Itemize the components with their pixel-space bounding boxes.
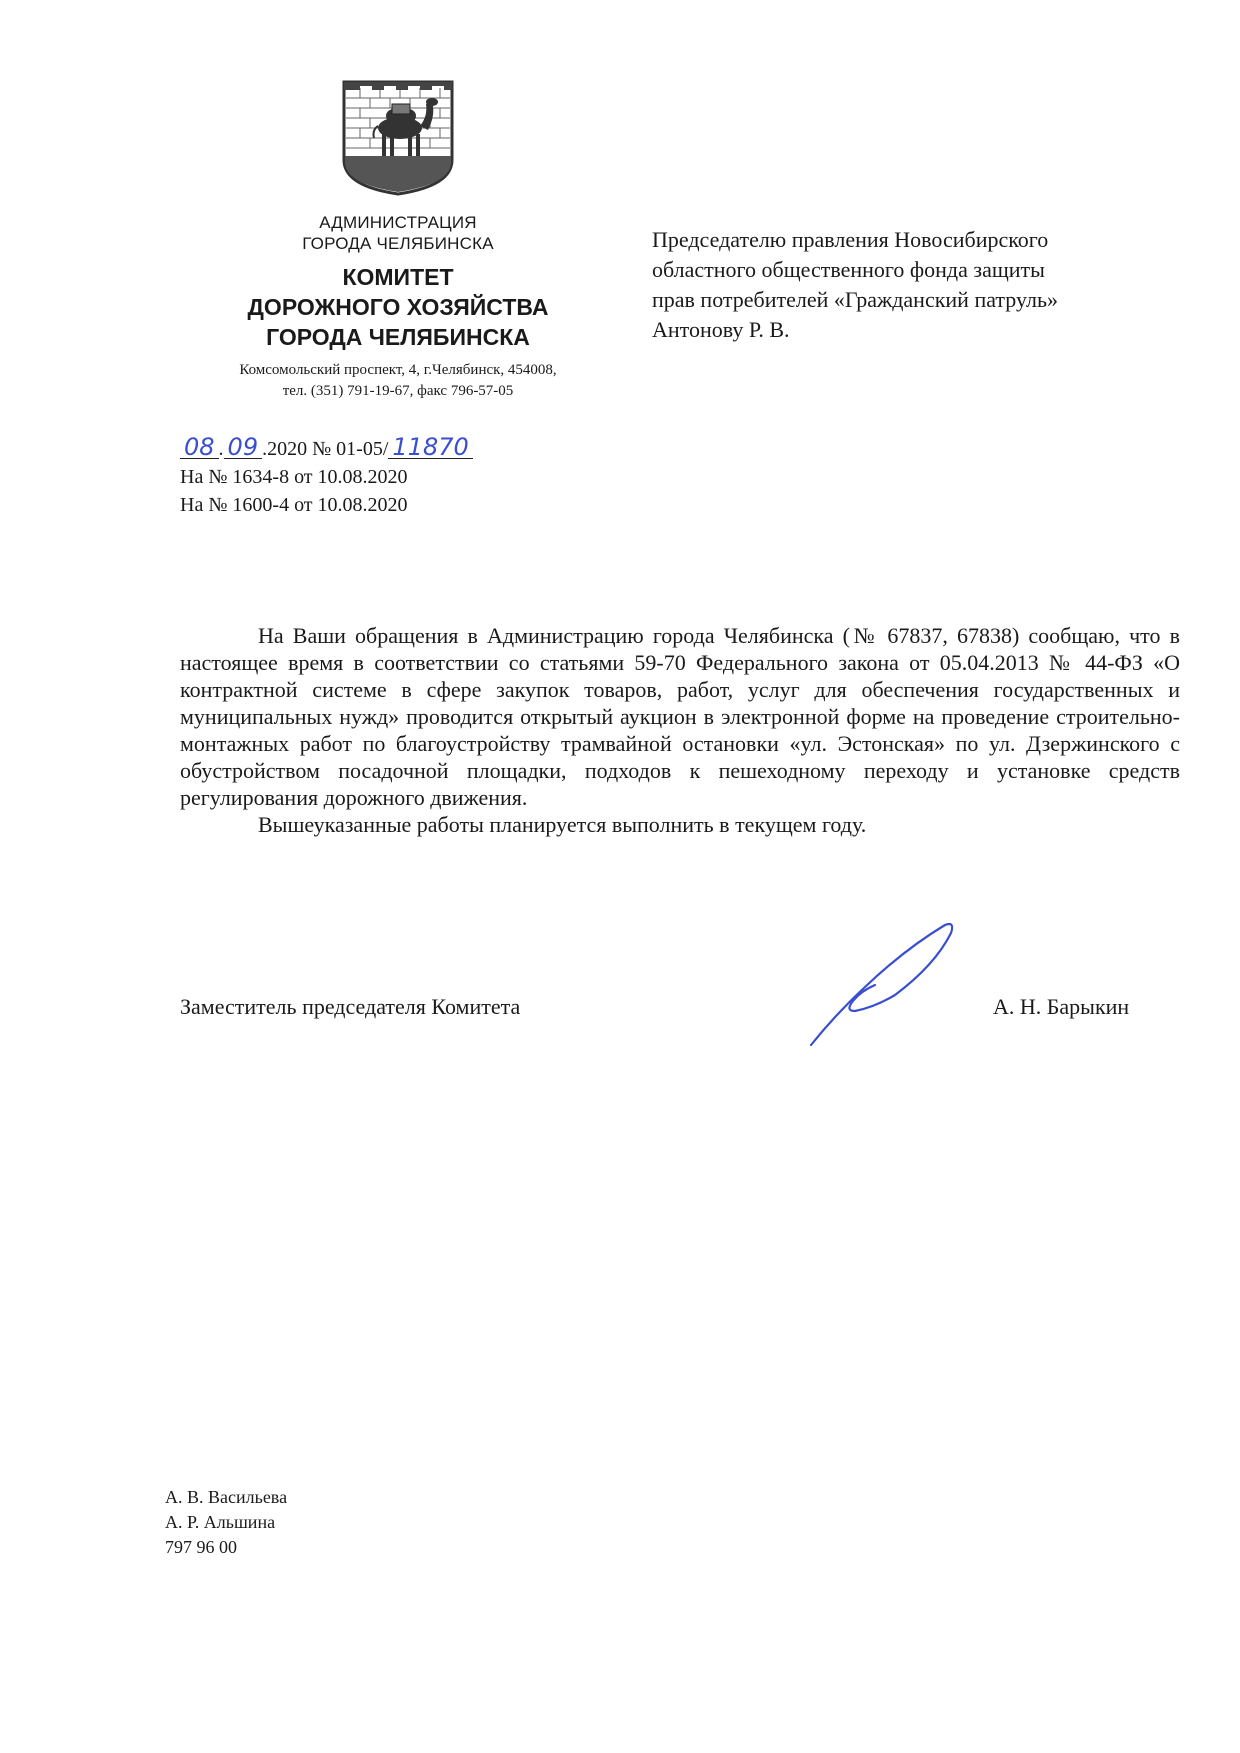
addressee-line-3: прав потребителей «Гражданский патруль» bbox=[652, 287, 1059, 312]
committee-name bbox=[170, 262, 626, 352]
city-coat-of-arms-icon bbox=[340, 78, 456, 196]
contact-phone: 797 96 00 bbox=[165, 1537, 237, 1557]
admin-line-1: АДМИНИСТРАЦИЯ bbox=[319, 213, 477, 232]
address-line-2: тел. (351) 791-19-67, факс 796-57-05 bbox=[282, 383, 514, 399]
committee-line-2: ДОРОЖНОГО ХОЗЯЙСТВА bbox=[247, 294, 549, 320]
address-line-1: Комсомольский проспект, 4, г.Челябинск, 454008, bbox=[239, 362, 557, 378]
executor-contacts bbox=[165, 1485, 287, 1560]
committee-line-1: КОМИТЕТ bbox=[342, 264, 454, 290]
admin-line-2: ГОРОДА ЧЕЛЯБИНСКА bbox=[302, 234, 494, 253]
handwritten-number: 11870 bbox=[388, 436, 472, 459]
letter-body bbox=[180, 622, 1180, 838]
committee-address bbox=[170, 360, 626, 402]
handwritten-month: 09 bbox=[224, 436, 263, 459]
addressee-line-2: областного общественного фонда защиты bbox=[652, 257, 1045, 282]
addressee-line-4: Антонову Р. В. bbox=[652, 317, 790, 342]
signatory-role: Заместитель председателя Комитета bbox=[180, 994, 521, 1019]
contact-1: А. В. Васильева bbox=[165, 1487, 288, 1507]
addressee-line-1: Председателю правления Новосибирского bbox=[652, 227, 1049, 252]
contact-2: А. Р. Альшина bbox=[165, 1512, 276, 1532]
reply-reference-2: На № 1600-4 от 10.08.2020 bbox=[180, 494, 408, 516]
signatory-name: А. Н. Барыкин bbox=[993, 994, 1130, 1019]
handwritten-signature-icon bbox=[805, 915, 965, 1050]
body-paragraph-1: На Ваши обращения в Администрацию города Челябинска (№ 67837, 67838) сообщаю, что в настоящее время в соответствии со статьями 59-70 Федерального закона от 05.04.2013 № 44-ФЗ «О контрактной системе в сфере закупок товаров, работ, услуг для обеспечения государственных и муниципальных нужд» проводится открытый аукцион в электронной форме на проведение строительно-монтажных работ по благоустройству трамвайной остановки «ул. Эстонская» по ул. Дзержинского с обустройством посадочной площадки, подходов к пешеходному переходу и установке средств регулирования дорожного движения. bbox=[180, 623, 1180, 810]
committee-line-3: ГОРОДА ЧЕЛЯБИНСКА bbox=[266, 324, 530, 350]
reference-year-prefix: .2020 № 01-05/ bbox=[262, 438, 389, 460]
administration-name bbox=[170, 212, 626, 254]
handwritten-day: 08 bbox=[180, 436, 219, 459]
outgoing-reference: 08 . 09 .2020 № 01-05/ 11870 bbox=[180, 436, 473, 462]
body-paragraph-2: Вышеуказанные работы планируется выполнить в текущем году. bbox=[258, 812, 867, 837]
addressee-block bbox=[652, 225, 1192, 345]
reply-reference-1: На № 1634-8 от 10.08.2020 bbox=[180, 466, 408, 488]
